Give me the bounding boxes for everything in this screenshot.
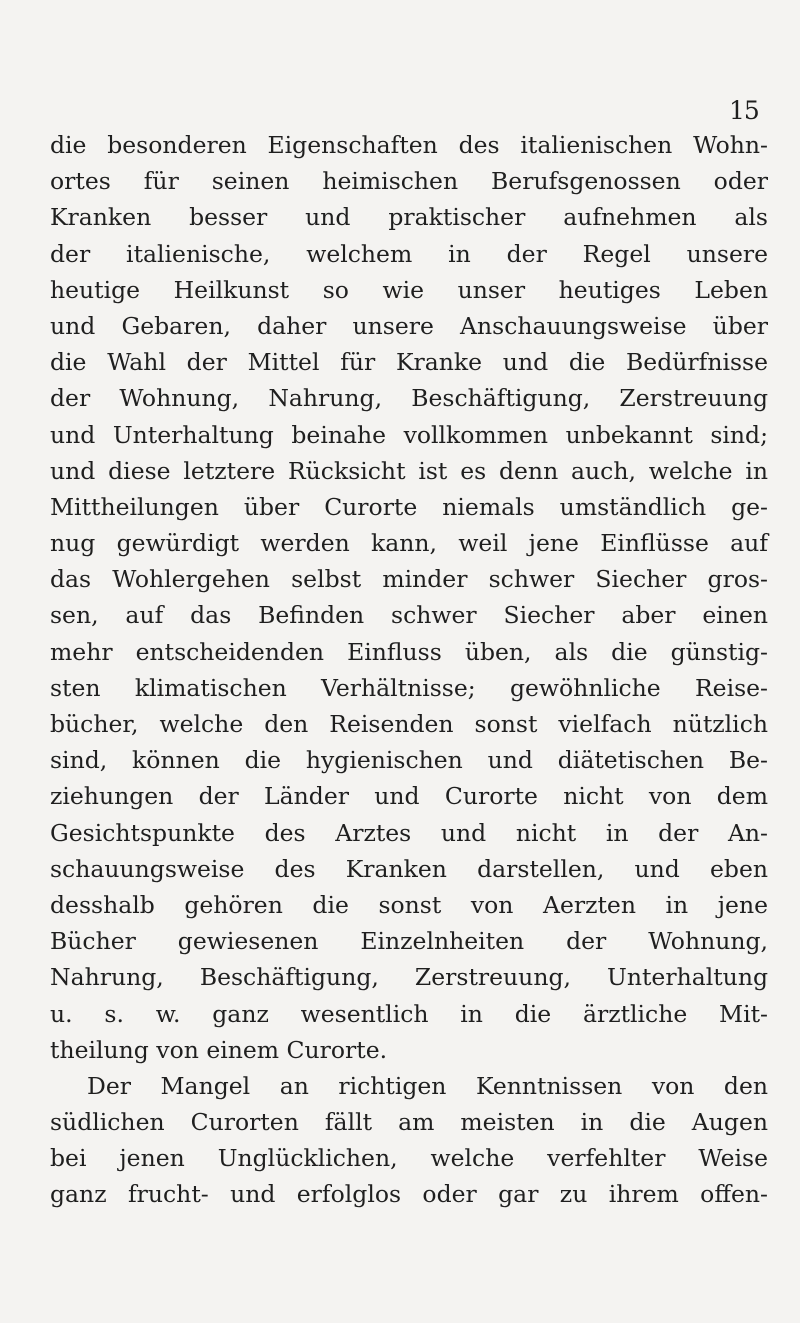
text-line: und diese letztere Rücksicht ist es denn auch, welche in: [50, 456, 768, 485]
text-line: u. s. w. ganz wesentlich in die ärztliche Mit-: [50, 999, 768, 1028]
text-line: die Wahl der Mittel für Kranke und die Bedürfnisse: [50, 348, 768, 377]
text-line: ortes für seinen heimischen Berufsgenossen oder: [50, 167, 768, 196]
text-line: ganz frucht- und erfolglos oder gar zu ihrem offen-: [50, 1180, 768, 1209]
text-line: das Wohlergehen selbst minder schwer Siecher gros-: [50, 565, 768, 594]
text-line: der italienische, welchem in der Regel unsere: [50, 239, 768, 268]
text-line: Bücher gewiesenen Einzelnheiten der Wohnung,: [50, 927, 768, 956]
text-line: Nahrung, Beschäftigung, Zerstreuung, Unterhaltung: [50, 963, 768, 992]
text-line: sind, können die hygienischen und diätetischen Be-: [50, 746, 768, 775]
text-line: desshalb gehören die sonst von Aerzten in jene: [50, 890, 768, 919]
text-line: theilung von einem Curorte.: [50, 1035, 388, 1064]
text-line: bücher, welche den Reisenden sonst vielfach nützlich: [50, 710, 768, 738]
text-line: sten klimatischen Verhältnisse; gewöhnliche Reise-: [50, 673, 768, 702]
text-line: und Unterhaltung beinahe vollkommen unbekannt sind;: [50, 420, 768, 449]
text-line: schauungsweise des Kranken darstellen, und eben: [50, 854, 768, 883]
body-text: [50, 127, 768, 1213]
text-line: und Gebaren, daher unsere Anschauungsweise über: [50, 311, 768, 340]
text-line: mehr entscheidenden Einfluss üben, als die günstig-: [50, 637, 768, 666]
text-line: Der Mangel an richtigen Kenntnissen von den: [87, 1071, 768, 1100]
text-line: sen, auf das Befinden schwer Siecher aber einen: [50, 601, 768, 630]
text-line: die besonderen Eigenschaften des italienischen Wohn-: [50, 131, 768, 159]
text-line: südlichen Curorten fällt am meisten in die Augen: [50, 1108, 768, 1137]
text-line: Gesichtspunkte des Arztes und nicht in der An-: [50, 818, 768, 847]
text-line: bei jenen Unglücklichen, welche verfehlter Weise: [50, 1144, 768, 1173]
text-line: heutige Heilkunst so wie unser heutiges Leben: [50, 275, 768, 304]
text-line: ziehungen der Länder und Curorte nicht von dem: [50, 782, 768, 811]
text-line: nug gewürdigt werden kann, weil jene Einflüsse auf: [50, 529, 768, 558]
text-line: Kranken besser und praktischer aufnehmen als: [50, 203, 768, 232]
text-line: Mittheilungen über Curorte niemals umständlich ge-: [50, 492, 768, 521]
text-line: der Wohnung, Nahrung, Beschäftigung, Zerstreuung: [50, 384, 768, 413]
page-number: 15: [729, 96, 759, 125]
